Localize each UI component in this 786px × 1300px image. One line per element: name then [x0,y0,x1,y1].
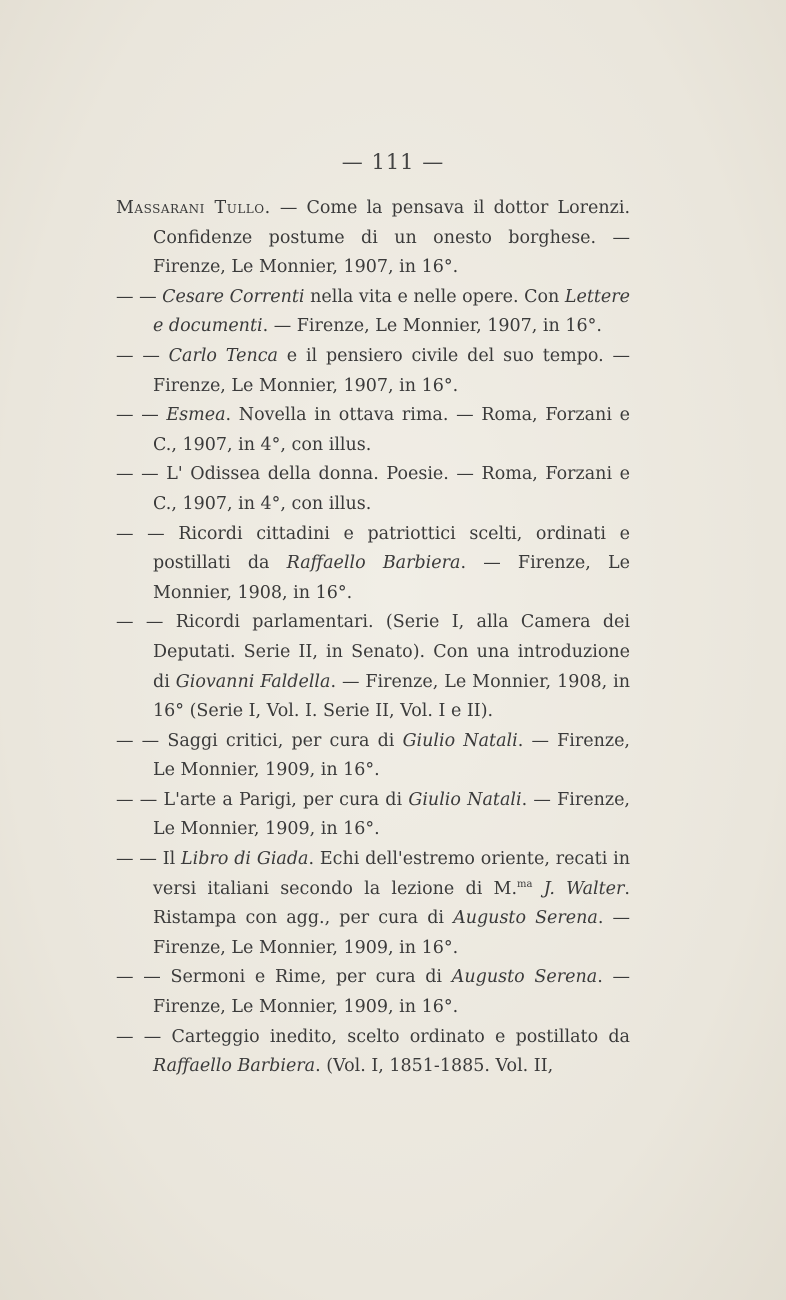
bibliography-entry: — — Ricordi parlamentari. (Serie I, alla Camera dei Deputati. Serie II, in Senato). Con una introduzione di Giovanni Faldella. — Firenze, Le Monnier, 1908, in 16° (Serie I, Vol. I. Serie II, Vol. I e II). [116,612,630,722]
bibliography-list [116,194,630,1082]
bibliography-entry: — — Sermoni e Rime, per cura di Augusto Serena. — Firenze, Le Monnier, 1909, in 16°. [116,967,630,1018]
bibliography-entry: — — Ricordi cittadini e patriottici scelti, ordinati e postillati da Raffaello Barbiera. — Firenze, Le Monnier, 1908, in 16°. [116,523,630,603]
bibliography-entry: — — Il Libro di Giada. Echi dell'estremo oriente, recati in versi italiani secondo la lezione di M.$^{ma}$ J. Walter. Ristampa con agg., per cura di Augusto Serena. — Firenze, Le Monnier, 1909, in 16°. [116,849,631,958]
bibliography-entry: — — Carlo Tenca e il pensiero civile del suo tempo. — Firenze, Le Monnier, 1907, in 16°. [116,345,630,396]
author-name: Massarani Tullo. [116,198,271,218]
bibliography-entry: — — L'arte a Parigi, per cura di Giulio Natali. — Firenze, Le Monnier, 1909, in 16°. [116,789,630,840]
bibliography-entry: — — Cesare Correnti nella vita e nelle opere. Con Lettere e documenti. — Firenze, Le Monnier, 1907, in 16°. [116,286,630,337]
bibliography-entry: — — Carteggio inedito, scelto ordinato e postillato da Raffaello Barbiera. (Vol. I, 1851-1885. Vol. II, [116,1026,630,1077]
bibliography-entry: — — Saggi critici, per cura di Giulio Natali. — Firenze, Le Monnier, 1909, in 16°. [116,730,630,781]
bibliography-entry: Massarani Tullo. — Come la pensava il dottor Lorenzi. Confidenze postume di un onesto borghese. — Firenze, Le Monnier, 1907, in 16°. [116,198,631,278]
page-number: — 111 — [341,150,445,174]
bibliography-entry: — — Esmea. Novella in ottava rima. — Roma, Forzani e C., 1907, in 4°, con illus. [116,405,630,455]
bibliography-entry: — — L' Odissea della donna. Poesie. — Roma, Forzani e C., 1907, in 4°, con illus. [116,464,630,514]
